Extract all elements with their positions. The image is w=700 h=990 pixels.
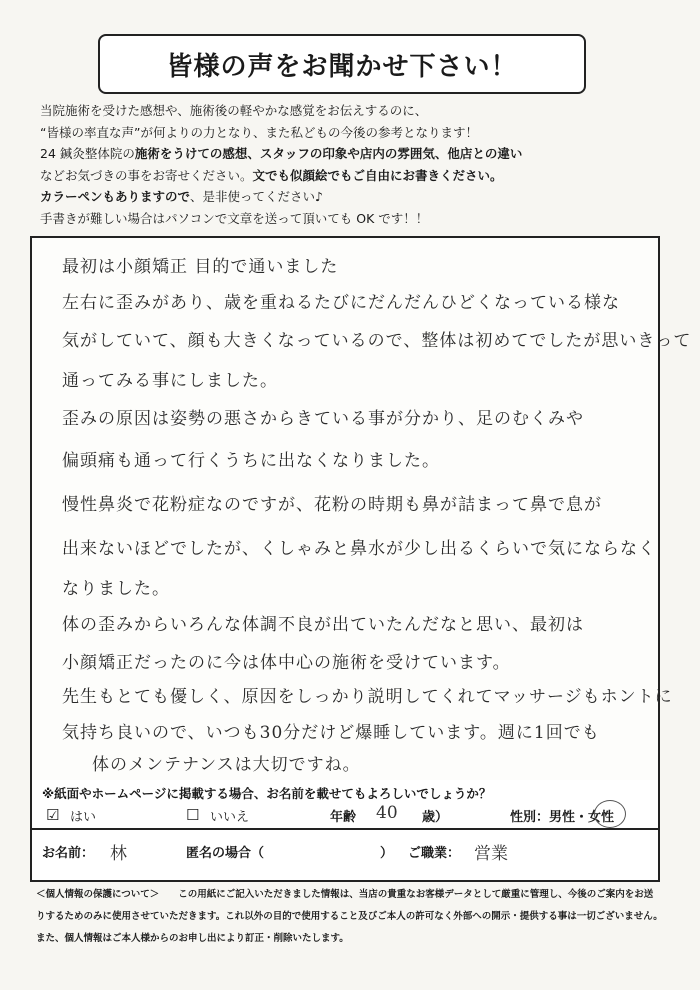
job-value: 営業 — [474, 844, 508, 864]
anonymous-close: ） — [380, 846, 394, 861]
yes-checkbox[interactable]: ☑ — [46, 806, 60, 824]
intro-line: “皆様の率直な声”が何よりの力となり、また私どもの今後の参考となります！ — [40, 124, 478, 140]
privacy-line: りするためのみに使用させていただきます。これ以外の目的で使用すること及びご本人の許可なく外部への開示・提供する事は一切ございません。 — [36, 911, 663, 922]
handwritten-line: 通ってみる事にしました。 — [62, 371, 278, 391]
age-unit: 歳） — [422, 810, 449, 825]
no-checkbox[interactable]: ☐ — [186, 806, 200, 824]
handwritten-line: 気持ち良いので、いつも30分だけど爆睡しています。週に1回でも — [62, 723, 600, 743]
consent-form — [30, 780, 660, 882]
handwritten-line: 体のメンテナンスは大切ですね。 — [92, 755, 361, 775]
job-label: ご職業： — [408, 846, 461, 861]
handwritten-line: 気がしていて、顔も大きくなっているので、整体は初めてでしたが思いきって — [62, 331, 692, 351]
intro-line: 当院施術を受けた感想や、施術後の軽やかな感覚をお伝えするのに、 — [40, 103, 428, 118]
handwritten-line: 体の歪みからいろんな体調不良が出ていたんだなと思い、最初は — [62, 615, 584, 635]
intro-line-bold: カラーペンもありますので — [40, 189, 191, 204]
handwriting-area — [30, 236, 692, 784]
handwritten-line: 左右に歪みがあり、歳を重ねるたびにだんだんひどくなっている様な — [62, 293, 620, 313]
intro-line — [40, 165, 670, 187]
intro-line-bold: 施術をうけての感想、スタッフの印象や店内の雰囲気、他店との違い — [134, 146, 523, 161]
name-label: お名前： — [42, 846, 95, 861]
age-label: 年齢 — [330, 810, 357, 825]
privacy-line: ＜個人情報の保護について＞ この用紙にご記入いただきました情報は、当店の貴重なお客様データとして厳重に管理し、今後のご案内をお送 — [36, 889, 654, 900]
intro-line-part: 24 鍼灸整体院の — [40, 146, 135, 161]
form-divider — [32, 828, 658, 830]
handwritten-line: なりました。 — [62, 579, 170, 599]
title-box — [98, 34, 586, 94]
handwritten-line: 最初は小顔矯正 目的で通いました — [62, 257, 339, 277]
handwritten-line: 偏頭痛も通って行くうちに出なくなりました。 — [62, 451, 440, 471]
intro-line-part: 、是非使ってください♪ — [190, 189, 323, 204]
privacy-notice — [36, 884, 666, 950]
intro-line — [40, 143, 670, 165]
intro-line-bold: 文でも似顔絵でもご自由にお書きください。 — [252, 167, 503, 183]
consent-options — [46, 803, 646, 826]
handwritten-line: 慢性鼻炎で花粉症なのですが、花粉の時期も鼻が詰まって鼻で息が — [62, 495, 602, 515]
consent-question: ※紙面やホームページに掲載する場合、お名前を載せてもよろしいでしょうか？ — [42, 786, 492, 801]
intro-line: 手書きが難しい場合はパソコンで文章を送って頂いても OK です！！ — [40, 210, 429, 226]
handwritten-line: 先生もとても優しく、原因をしっかり説明してくれてマッサージもホントに — [62, 687, 673, 707]
handwritten-line: 小顔矯正だったのに今は体中心の施術を受けています。 — [62, 653, 511, 673]
handwritten-line: 出来ないほどでしたが、くしゃみと鼻水が少し出るくらいで気にならなく — [62, 539, 656, 559]
privacy-line: また、個人情報はご本人様からのお申し出により訂正・削除いたします。 — [36, 933, 349, 944]
handwritten-line: 歪みの原因は姿勢の悪さからきている事が分かり、足のむくみや — [62, 409, 584, 429]
name-value: 林 — [110, 844, 127, 864]
age-value: 40 — [376, 803, 398, 823]
gender-label: 性別：男性・女性 — [510, 810, 615, 825]
page-title: 皆様の声をお聞かせ下さい！ — [166, 51, 518, 82]
gender-circle-mark — [594, 800, 626, 828]
intro-line-part: などお気づきの事をお寄せください。 — [40, 167, 253, 183]
anonymous-label: 匿名の場合（ — [186, 846, 265, 861]
yes-label: はい — [70, 810, 97, 825]
no-label: いいえ — [210, 810, 250, 825]
intro-text — [40, 100, 670, 229]
name-row — [42, 842, 652, 866]
intro-line — [40, 186, 670, 208]
